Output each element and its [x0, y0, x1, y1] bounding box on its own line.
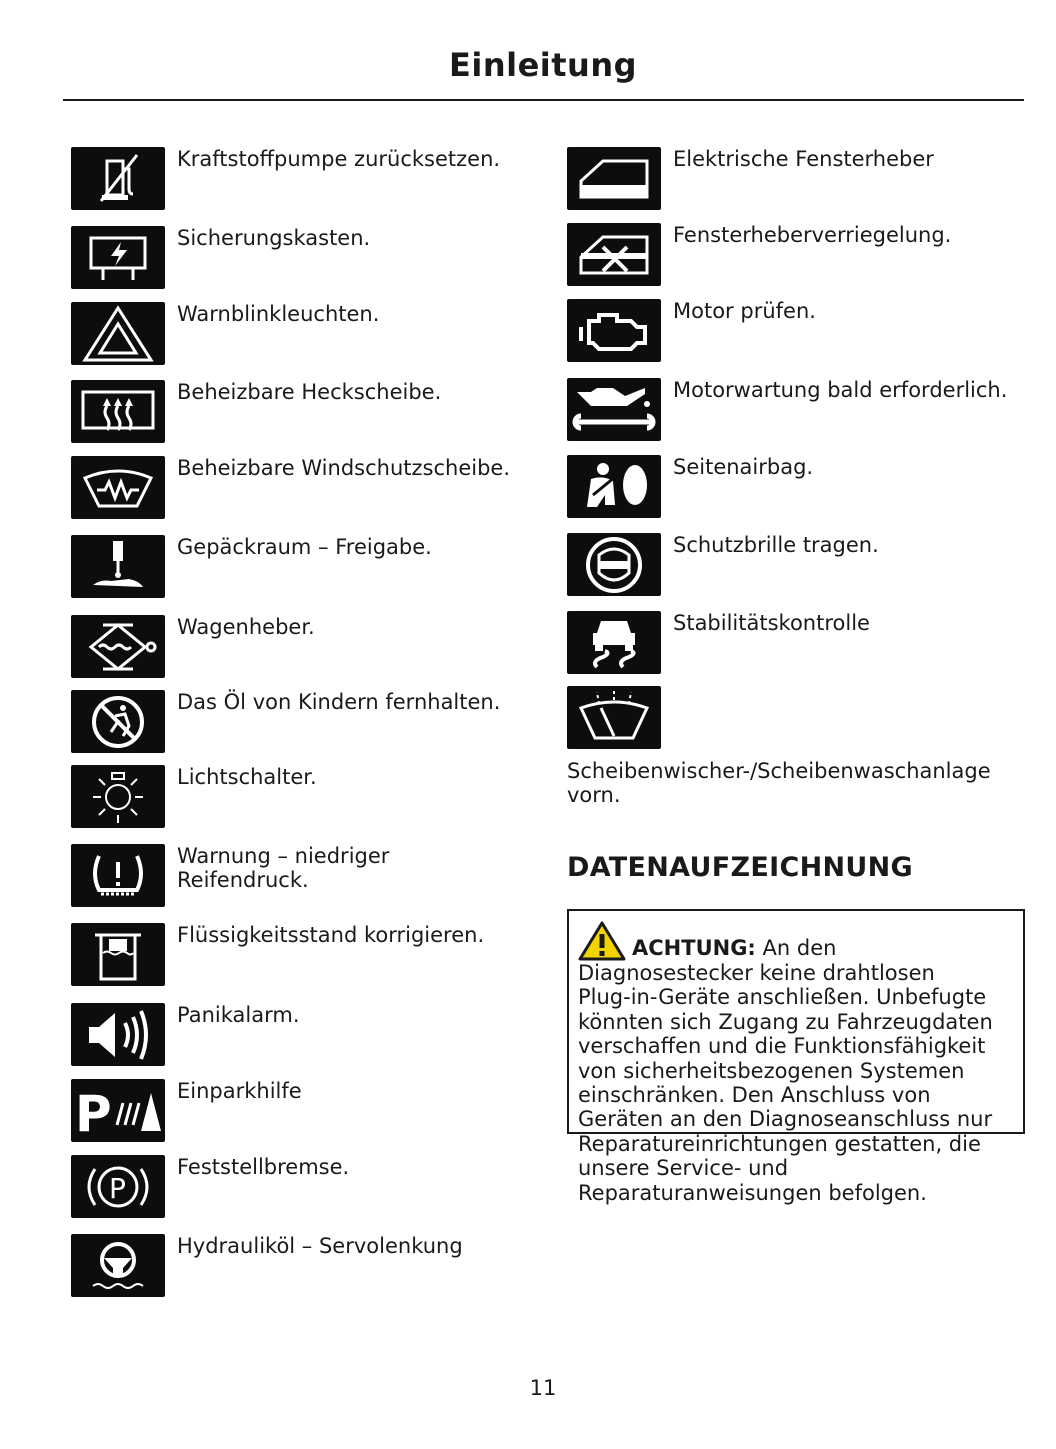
fuel-pump-reset-icon: [71, 147, 165, 210]
safety-glasses-icon: [567, 533, 661, 596]
page-title: Einleitung: [448, 46, 637, 84]
label-safety-glasses: Schutzbrille tragen.: [673, 533, 879, 557]
power-window-icon: [567, 147, 661, 210]
label-fluid-level: Flüssigkeitsstand korrigieren.: [177, 923, 485, 947]
wiper-washer-caption: [567, 759, 1037, 807]
stability-control-icon: [567, 611, 661, 674]
label-tire-pressure-1: Warnung – niedriger: [177, 844, 390, 868]
svg-text:P: P: [109, 1172, 126, 1205]
label-heated-windscreen: Beheizbare Windschutzscheibe.: [177, 456, 510, 480]
label-panic-alarm: Panikalarm.: [177, 1003, 300, 1027]
warning-line: unsere Service- und: [578, 1156, 789, 1181]
keep-away-children-icon: [71, 690, 165, 753]
label-luggage-release: Gepäckraum – Freigabe.: [177, 535, 432, 559]
tire-pressure-icon: [71, 844, 165, 907]
label-keep-away-children: Das Öl von Kindern fernhalten.: [177, 690, 501, 714]
label-power-steering-fluid: Hydrauliköl – Servolenkung: [177, 1234, 463, 1258]
warning-line: Diagnosestecker keine drahtlosen: [578, 961, 935, 985]
wiper-washer-icon: [567, 686, 661, 749]
label-jack: Wagenheber.: [177, 615, 315, 639]
label-power-window: Elektrische Fensterheber: [673, 147, 934, 171]
panic-alarm-icon: [71, 1003, 165, 1066]
page-number: 11: [529, 1376, 557, 1400]
label-engine-service: Motorwartung bald erforderlich.: [673, 378, 1008, 402]
warning-line: verschaffen und die Funktionsfähigkeit: [578, 1034, 986, 1059]
warning-line: Reparatureinrichtungen gestatten, die: [578, 1131, 981, 1156]
heated-windscreen-icon: [71, 456, 165, 519]
side-airbag-icon: [567, 455, 661, 518]
label-hazard-warning: Warnblinkleuchten.: [177, 302, 380, 326]
parking-aid-icon: [71, 1079, 165, 1142]
jack-icon: [71, 615, 165, 678]
power-steering-fluid-icon: [71, 1234, 165, 1297]
wiper-caption-line2: vorn.: [567, 783, 621, 807]
svg-text:P: P: [75, 1085, 112, 1142]
section-heading-data-recording: DATENAUFZEICHNUNG: [567, 852, 913, 883]
check-engine-icon: [567, 299, 661, 362]
warning-line: einschränken. Den Anschluss von: [578, 1083, 931, 1108]
label-fuel-pump-reset: Kraftstoffpumpe zurücksetzen.: [177, 147, 501, 171]
label-check-engine: Motor prüfen.: [673, 299, 816, 323]
warning-line: könnten sich Zugang zu Fahrzeugdaten: [578, 1009, 993, 1034]
wiper-caption-line1: Scheibenwischer-/Scheibenwaschanlage: [567, 759, 991, 783]
warning-triangle-icon: [578, 921, 626, 961]
label-light-switch: Lichtschalter.: [177, 765, 317, 789]
warning-box: [567, 909, 1025, 1205]
heated-rear-window-icon: [71, 380, 165, 443]
label-heated-rear-window: Beheizbare Heckscheibe.: [177, 380, 442, 404]
fluid-level-icon: [71, 923, 165, 986]
hazard-warning-icon: [71, 302, 165, 365]
warning-label: ACHTUNG:: [632, 936, 756, 960]
parking-brake-icon: [71, 1155, 165, 1218]
warning-line: Plug-in-Geräte anschließen. Unbefugte: [578, 985, 987, 1010]
warning-line: von sicherheitsbezogenen Systemen: [578, 1058, 965, 1083]
label-window-lock: Fensterheberverriegelung.: [673, 223, 952, 247]
label-fuse-box: Sicherungskasten.: [177, 226, 371, 250]
label-parking-aid: Einparkhilfe: [177, 1079, 302, 1103]
light-switch-icon: [71, 765, 165, 828]
warning-line1: An den: [762, 936, 837, 960]
warning-first-line: [578, 921, 1023, 961]
warning-line: Reparaturanweisungen befolgen.: [578, 1180, 927, 1205]
label-tire-pressure-2: Reifendruck.: [177, 868, 309, 892]
label-parking-brake: Feststellbremse.: [177, 1155, 350, 1179]
fuse-box-icon: [71, 226, 165, 289]
label-side-airbag: Seitenairbag.: [673, 455, 814, 479]
engine-service-icon: [567, 378, 661, 441]
label-stability-control: Stabilitätskontrolle: [673, 611, 870, 635]
title-divider: [63, 99, 1024, 101]
warning-line: Geräten an den Diagnoseanschluss nur: [578, 1107, 993, 1132]
luggage-release-icon: [71, 535, 165, 598]
window-lock-icon: [567, 223, 661, 286]
